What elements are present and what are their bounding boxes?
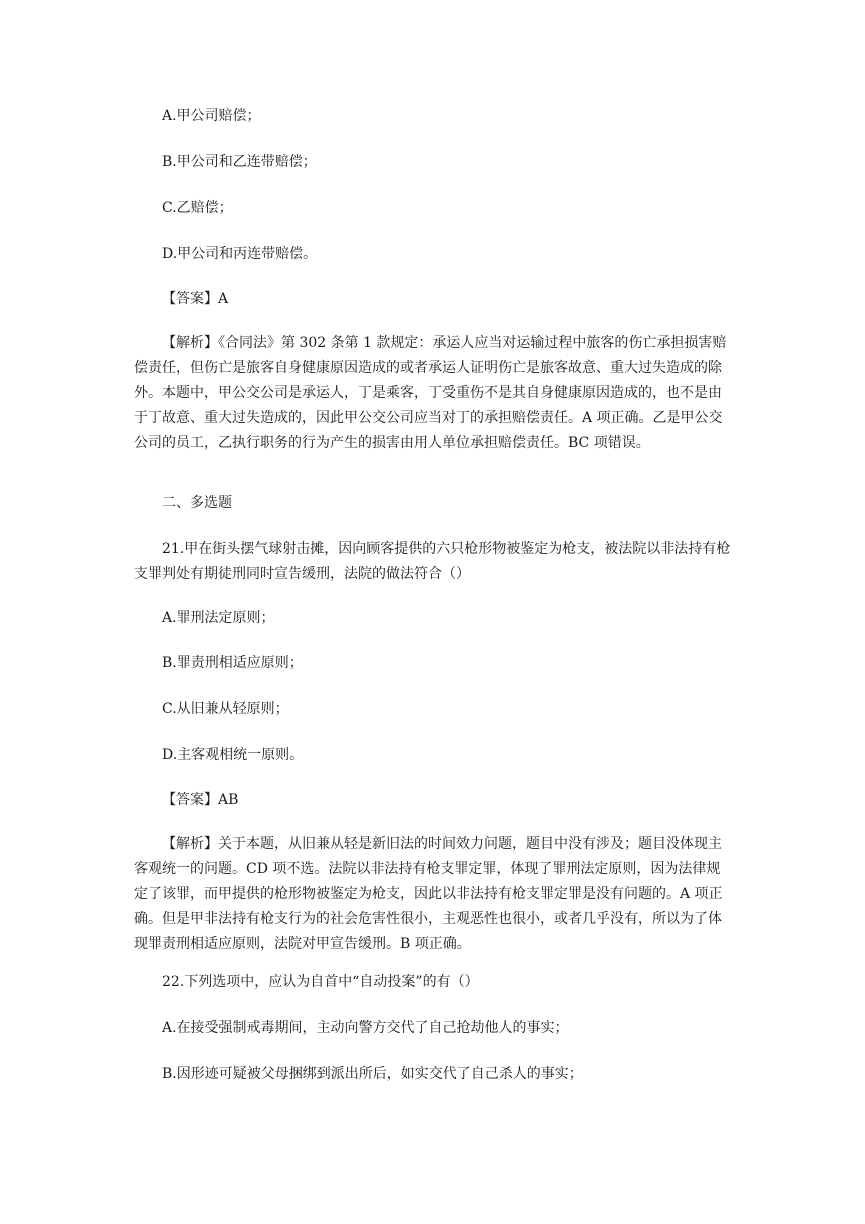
q22-option-b: B.因形迹可疑被父母捆绑到派出所后，如实交代了自己杀人的事实； [162,1066,583,1082]
section-title: 二、多选题 [162,495,232,511]
q21-option-b: B.罪责刑相适应原则； [162,655,303,671]
q20-option-c: C.乙赔偿； [162,200,233,216]
q20-option-a: A.甲公司赔偿； [162,108,261,124]
q20-option-b: B.甲公司和乙连带赔偿； [162,154,317,170]
q21-stem: 21.甲在街头摆气球射击摊，因向顾客提供的六只枪形物被鉴定为枪支，被法院以非法持有枪支罪判处有期徒刑同时宣告缓刑，法院的做法符合（） [134,541,731,582]
q21-analysis: 【解析】关于本题，从旧兼从轻是新旧法的时间效力问题，题目中没有涉及；题目没体现主客观统一的问题。CD 项不选。法院以非法持有枪支罪定罪，体现了罪刑法定原则，因为法律规定了该罪，而甲提供的枪形物被鉴定为枪支，因此以非法持有枪支罪定罪是没有问题的。A 项正确。但是甲非法持有枪支行为的社会危害性很小，主观恶性也很小，或者几乎没有，所以为了体现罪责刑相适应原则，法院对甲宣告缓刑。B 项正确。 [134,836,723,952]
q22-option-a: A.在接受强制戒毒期间，主动向警方交代了自己抢劫他人的事实； [162,1020,569,1036]
q20-option-d: D.甲公司和丙连带赔偿。 [162,246,318,262]
q20-analysis: 【解析】《合同法》第 302 条第 1 款规定：承运人应当对运输过程中旅客的伤亡承担损害赔偿责任，但伤亡是旅客自身健康原因造成的或者承运人证明伤亡是旅客故意、重大过失造成的除外。本题中，甲公交公司是承运人，丁是乘客，丁受重伤不是其自身健康原因造成的，也不是由于丁故意、重大过失造成的，因此甲公交公司应当对丁的承担赔偿责任。A 项正确。乙是甲公交公司的员工，乙执行职务的行为产生的损害由用人单位承担赔偿责任。BC 项错误。 [134,335,727,451]
q21-option-a: A.罪刑法定原则； [162,610,275,626]
q21-option-c: C.从旧兼从轻原则； [162,701,289,717]
q20-answer: 【答案】A [162,291,229,307]
q21-answer: 【答案】AB [162,792,239,808]
q22-stem: 22.下列选项中，应认为自首中“自动投案”的有（） [162,974,479,990]
q21-option-d: D.主客观相统一原则。 [162,747,304,763]
